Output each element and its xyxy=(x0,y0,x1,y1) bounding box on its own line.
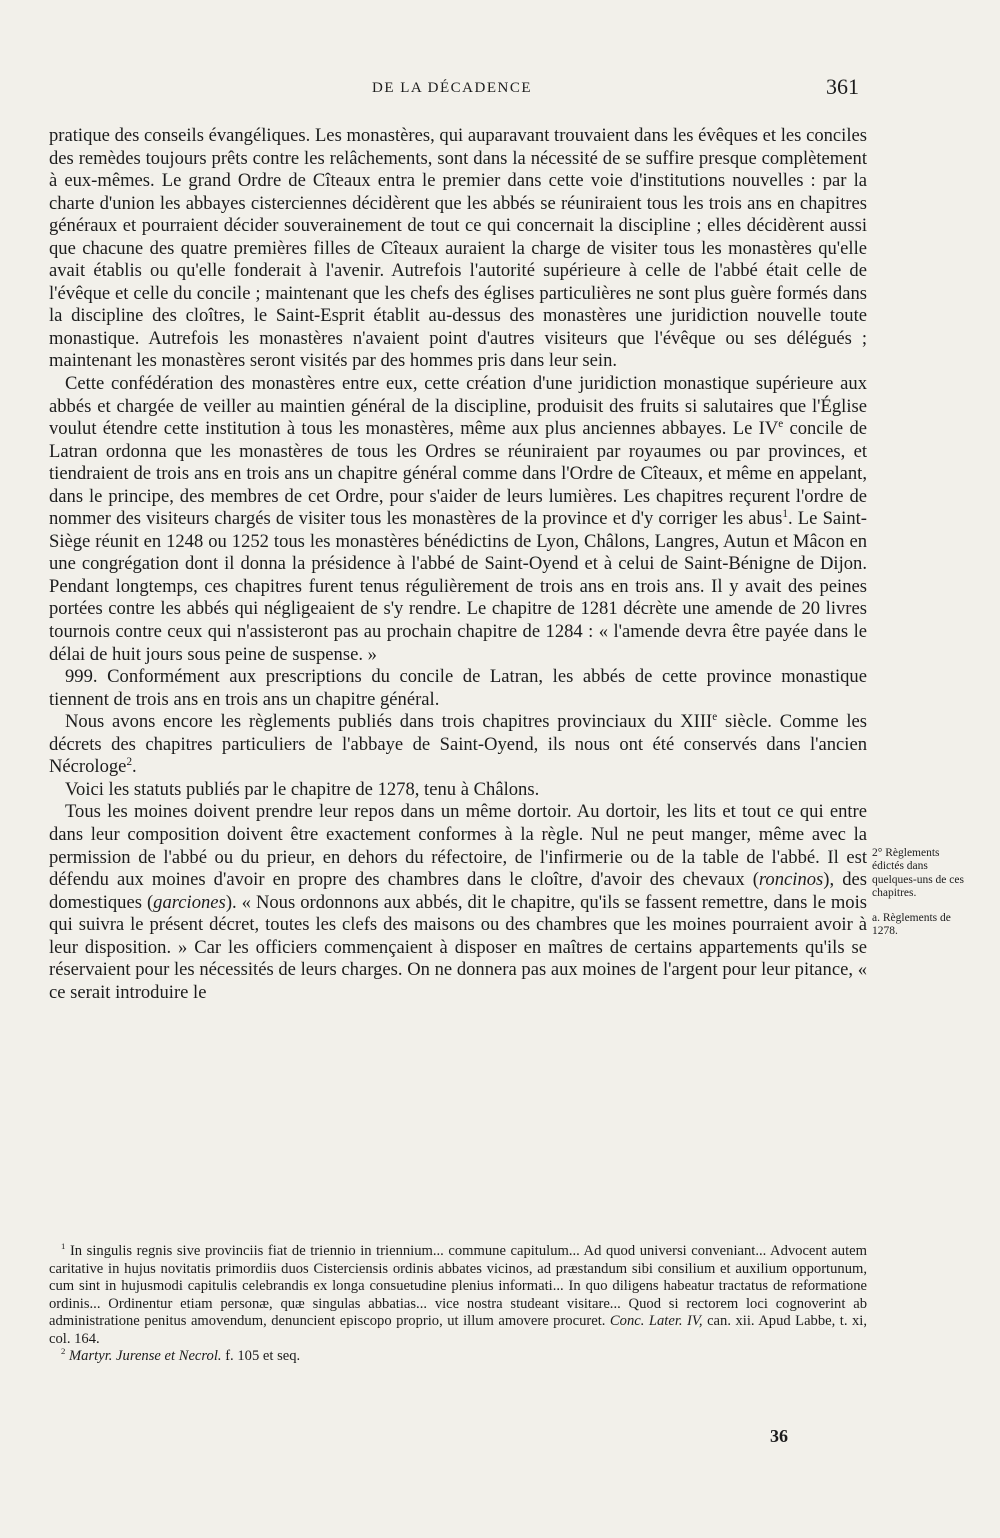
footnote xyxy=(49,1243,867,1348)
paragraph-text: siècle. Comme les décrets des chapitres particuliers de l'abbaye de Saint-Oyend, ils nous ont été conservés dans l'ancien Nécrologe xyxy=(49,711,867,778)
footnote xyxy=(49,1348,867,1366)
footnote-text: f. 105 et seq. xyxy=(221,1348,301,1364)
signature-mark: 36 xyxy=(770,1426,788,1446)
footnote-mark: 1 xyxy=(61,1241,66,1252)
running-title: DE LA DÉCADENCE xyxy=(372,80,532,96)
footnotes xyxy=(49,1243,867,1366)
paragraph xyxy=(49,801,867,1004)
paragraph-text: Voici les statuts publiés par le chapitre de 1278, tenu à Châlons. xyxy=(65,778,540,800)
paragraph-text: . Le Saint-Siège réunit en 1248 ou 1252 tous les monastères bénédictins de Lyon, Châlons, Langres, Autun et Mâcon en une congrégation dont il donna la présidence à l'abbé de Saint-Oyend et à celui de Saint-Bénigne de Dijon. Pendant longtemps, ces chapitres furent tenus régulièrement de trois ans en trois ans. Il y avait des peines portées contre les abbés qui négligeaient de s'y rendre. Le chapitre de 1281 décrète une amende de 20 livres tournois contre ceux qui n'assisteront pas au prochain chapitre de 1284 : « l'amende devra être payée dans le délai de huit jours sous peine de suspense. » xyxy=(49,508,867,665)
paragraph-text: . xyxy=(132,756,137,778)
footnote-ref[interactable]: 2 xyxy=(126,756,133,769)
running-head xyxy=(0,74,1000,108)
italic-term: garciones xyxy=(153,891,226,913)
footnote-ref[interactable]: 1 xyxy=(782,508,788,521)
paragraph-text: ). « Nous ordonnons aux abbés, dit le chapitre, qu'ils se fassent remettre, dans le mois qui suivra le présent décret, toutes les clefs des maisons ou des chambres que les moines pourraient avoir à leur disposition. » Car les officiers commençaient à disposer en maîtres de certains appartements qu'ils se réservaient pour les nécessités de leurs charges. On ne donnera pas aux moines de l'argent pour leur pitance, « ce serait introduire le xyxy=(49,891,867,1003)
paragraph-text: ), des domestiques ( xyxy=(49,869,867,913)
paragraph-text: Cette confédération des monastères entre eux, cette création d'une juridiction monastique supérieure aux abbés et chargée de veiller au maintien général de la discipline, produisit des fruits si salutaires que l'Église voulut étendre cette institution à tous les monastères, même aux plus anciennes abbayes. Le IV xyxy=(49,373,867,440)
paragraph-text: Tous les moines doivent prendre leur repos dans un même dortoir. Au dortoir, les lits et tout ce qui entre dans leur composition doivent être exactement conformes à la règle. Nul ne peut manger, même avec la permission de l'abbé ou du prieur, en dehors du réfectoire, de l'infirmerie ou de la table de l'abbé. Il est défendu aux moines d'avoir en propre des chambres dans le cloître, d'avoir des chevaux ( xyxy=(49,801,867,891)
citation-title: Conc. Later. IV, xyxy=(609,1313,703,1329)
footnote-text: can. xii. Apud Labbe, t. xi, col. 164. xyxy=(49,1313,867,1347)
superscript: e xyxy=(712,711,718,724)
superscript: e xyxy=(778,417,784,430)
paragraph-text: concile de Latran ordonna que les monastères de tous les Ordres se réuniraient par royaumes ou par provinces, et tiendraient de trois ans en trois ans un chapitre général comme dans l'Ordre de Cîteaux, et même en appelant, dans le principe, des membres de cet Ordre, pour s'aider de leurs lumières. Les chapitres reçurent l'ordre de nommer des visiteurs chargés de visiter tous les monastères de la province et d'y corriger les abus xyxy=(49,418,868,530)
margin-note: a. Règlements de 1278. xyxy=(872,912,951,938)
footnote-text: In singulis regnis sive provinciis fiat de triennio in triennium... commune capitulum... Ad quod universi conveniant... Advocent autem caritative in hujus novitatis primordiis duos Cisterciensis ordinis abbates vicinos, ad præstandum sibi consilium et auxilium opportunum, cum sint in hujusmodi capitulis celebrandis ex longa consuetudine plenius informati... In quo diligens habeatur tractatus de reformatione ordinis... Ordinentur etiam personæ, quæ singulas abbatias... vice nostra studeant visitare... Quod si rectorem loci cognoverint ab administratione penitus amovendum, denuncient episcopo proprio, ut illum amovere procuret. xyxy=(49,1243,867,1329)
margin-note: 2° Règlements édictés dans quelques-uns de ces chapitres. xyxy=(872,847,964,899)
paragraph xyxy=(49,779,867,802)
margin-notes xyxy=(872,847,968,951)
main-text xyxy=(49,125,867,1004)
italic-term: roncinos xyxy=(758,869,824,891)
paragraph xyxy=(49,125,867,373)
citation-title: Martyr. Jurense et Necrol. xyxy=(65,1348,222,1364)
paragraph-text: Nous avons encore les règlements publiés dans trois chapitres provinciaux du XIII xyxy=(65,711,713,733)
paragraph-text: 999. Conformément aux prescriptions du concile de Latran, les abbés de cette province monastique tiennent de trois ans en trois ans un chapitre général. xyxy=(49,666,867,710)
paragraph xyxy=(49,711,867,779)
footnote-mark: 2 xyxy=(61,1346,66,1357)
page-number: 361 xyxy=(826,74,859,99)
paragraph xyxy=(49,373,867,666)
paragraph-text: pratique des conseils évangéliques. Les monastères, qui auparavant trouvaient dans les évêques et les conciles des remèdes toujours prêts contre les relâchements, sont dans la nécessité de se suffire presque complètement à eux-mêmes. Le grand Ordre de Cîteaux entra le premier dans cette voie d'institutions nouvelles : par la charte d'union les abbayes cisterciennes décidèrent que les abbés se réuniraient tous les trois ans en chapitres généraux et pourraient décider souverainement de tout ce qui concernait la discipline ; elles décidèrent aussi que chacune des quatre premières filles de Cîteaux auraient la charge de visiter tous les monastères qu'elle avait établis ou qu'elle fonderait à l'avenir. Autrefois l'autorité supérieure à celle de l'abbé était celle de l'évêque et celle du concile ; maintenant que les chefs des églises particulières ne sont plus guère formés dans la discipline des cloîtres, le Saint-Esprit établit au-dessus des monastères une juridiction nouvelle toute monastique. Autrefois les monastères n'avaient point d'autres visiteurs que l'évêque ou ses délégués ; maintenant les monastères seront visités par des hommes pris dans leur sein. xyxy=(49,125,867,372)
paragraph-numbered xyxy=(49,666,867,711)
